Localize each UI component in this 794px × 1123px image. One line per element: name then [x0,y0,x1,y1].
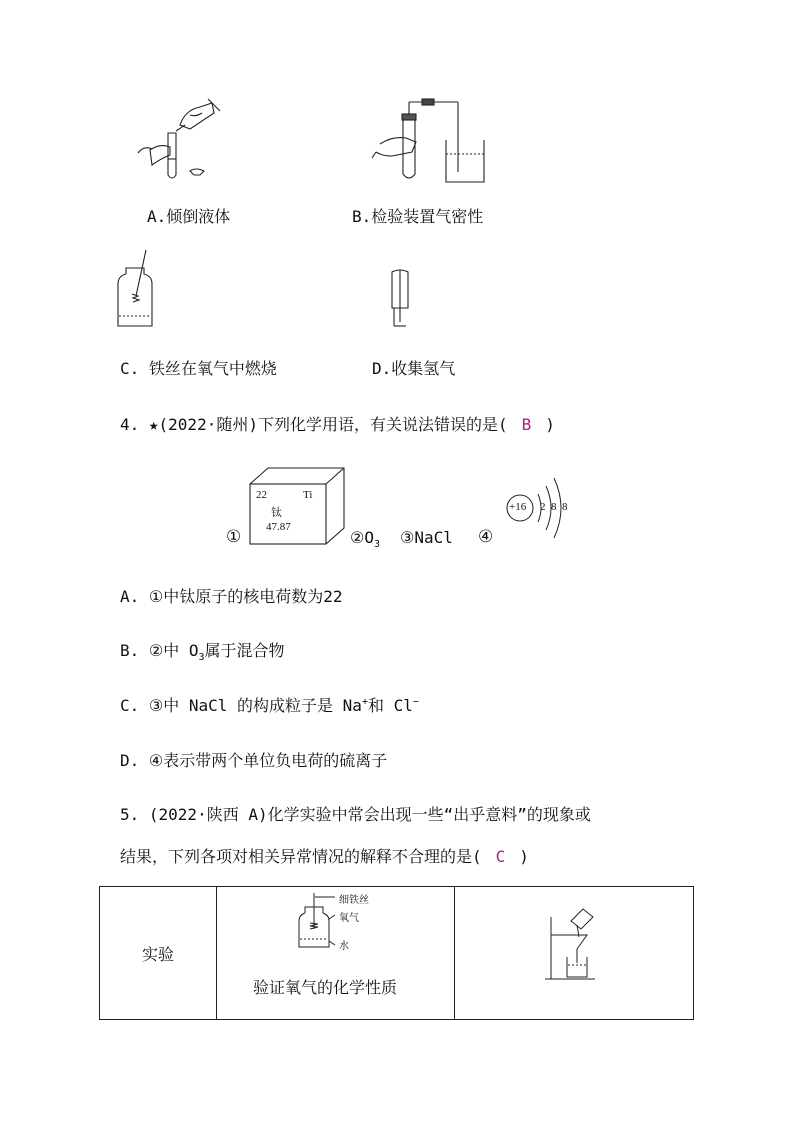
q5-answer: C [495,847,506,866]
element-mass: 47.87 [266,521,291,533]
figure-a-label: A.倾倒液体 [147,207,231,226]
filtration-figure [545,907,609,983]
figure-c-label: C. 铁丝在氧气中燃烧 [120,359,277,378]
row-header-label: 实验 [141,944,174,964]
question-5-line1: 5. (2022·陕西 A)化学实验中常会出现一些“出乎意料”的现象或 [120,805,591,824]
row-header-cell [100,887,217,1020]
label-thin-iron-wire: 细铁丝 [339,895,369,906]
pouring-liquid-figure [130,95,220,185]
q4-option-b: B. ②中 $O_3$属于混合物 [120,641,285,664]
figure-d-label: D.收集氢气 [372,359,456,378]
experiment-table [99,886,694,1020]
q4-option-c: C. ③中 NaCl 的构成粒子是 Na+和 Cl− [120,696,419,715]
experiment-cell-1 [217,887,455,1020]
ion-shell-3: 8 [562,501,568,513]
q4-answer: B [521,415,532,434]
experiment-cell-2 [455,887,694,1020]
oxygen-property-figure [295,893,335,949]
ion-shell-1: 2 [540,501,546,513]
iron-burning-figure [114,248,160,330]
ion-nucleus-charge: +16 [509,501,527,513]
airtightness-figure [372,92,492,184]
hydrogen-collect-figure [388,268,412,328]
item-2-ozone: $②O_3$ [350,528,381,551]
element-card-cube [248,466,348,546]
mark-4: ④ [478,527,494,547]
question-4-stem: 4. ★(2022·随州)下列化学用语，有关说法错误的是( B ) [120,415,555,434]
figure-b-label: B.检验装置气密性 [352,207,484,226]
element-atomic-number: 22 [256,489,267,501]
label-oxygen: 氧气 [339,913,359,924]
ion-shell-2: 8 [551,501,557,513]
q4-option-d: D. ④表示带两个单位负电荷的硫离子 [120,751,388,770]
table-row [100,887,694,1020]
cell-1-caption: 验证氧气的化学性质 [253,978,398,997]
label-water: 水 [339,941,349,952]
item-3-nacl: ③NaCl [400,528,453,547]
element-name: 钛 [271,507,282,519]
mark-1: ① [226,527,242,547]
question-5-line2: 结果，下列各项对相关异常情况的解释不合理的是( C ) [120,847,529,866]
q4-option-a: A. ①中钛原子的核电荷数为22 [120,587,343,606]
element-symbol: Ti [303,489,313,501]
